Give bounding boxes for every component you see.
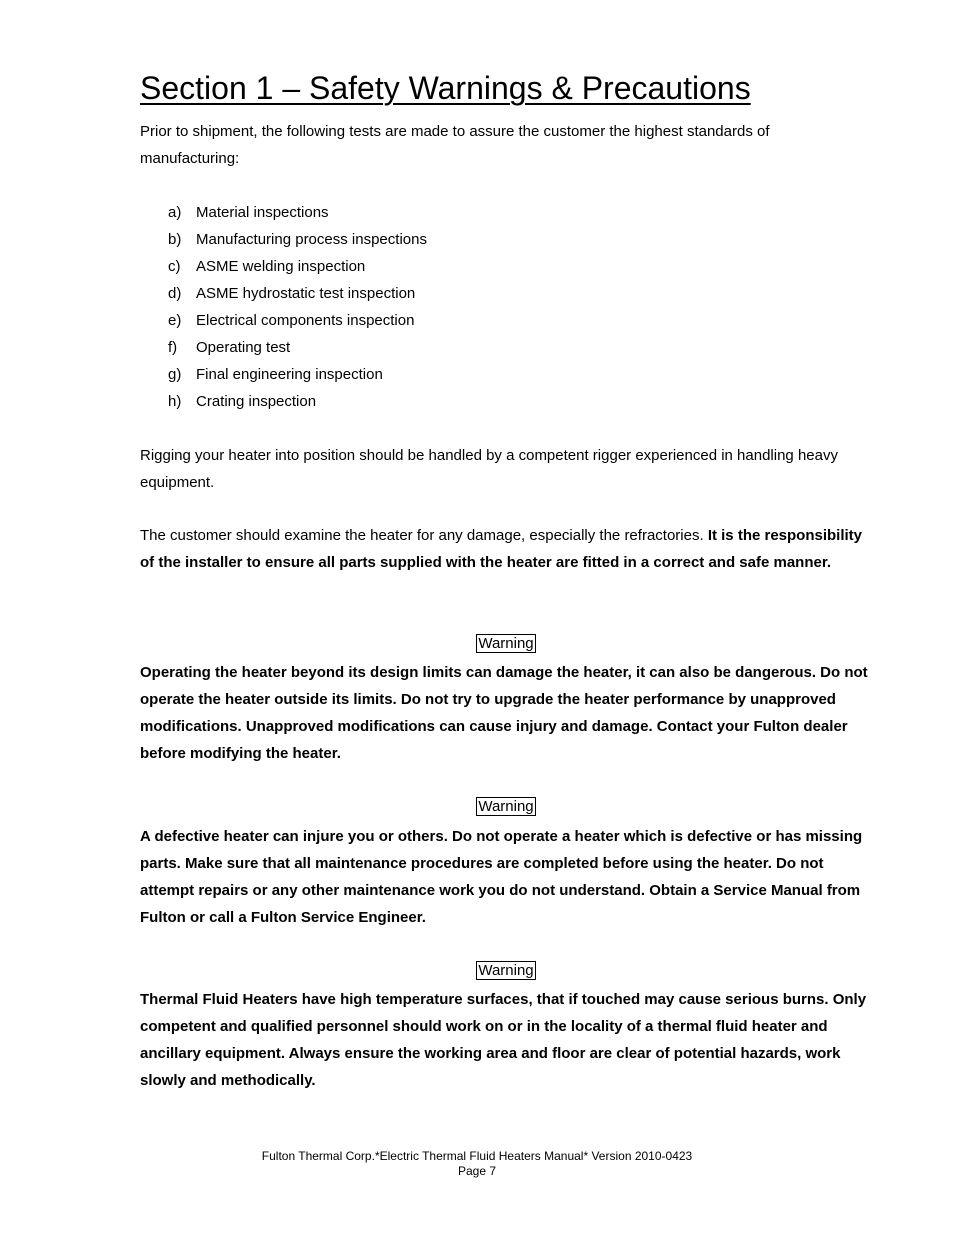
warning-label [140, 797, 872, 817]
warning-label [140, 634, 872, 654]
list-item-text: ASME welding inspection [196, 258, 366, 275]
warning-label [140, 961, 872, 981]
list-item-text: Material inspections [196, 204, 329, 221]
list-marker: d) [168, 285, 182, 302]
intro-paragraph: Prior to shipment, the following tests are made to assure the customer the highest standards of manufacturing: [140, 123, 770, 167]
list-item [168, 361, 427, 388]
list-item-text: ASME hydrostatic test inspection [196, 285, 416, 302]
warning-label-text: Warning [478, 798, 534, 815]
list-item [168, 199, 427, 226]
list-item-text: Crating inspection [196, 393, 317, 410]
list-item [168, 307, 427, 334]
warning-label-text: Warning [478, 635, 534, 652]
warning-label-text: Warning [478, 962, 534, 979]
warning-design-limits-text: Operating the heater beyond its design limits can damage the heater, it can also be dangerous. Do not operate the heater outside its limits. Do not try to upgrade the heater performance by unapproved modifications. Unapproved modifications can cause injury and damage. Contact your Fulton dealer before modifying the heater. [140, 664, 868, 762]
list-marker: c) [168, 258, 181, 275]
customer-text: The customer should examine the heater for any damage, especially the refractories. [140, 527, 704, 544]
list-item-text: Final engineering inspection [196, 366, 383, 383]
list-marker: f) [168, 339, 178, 356]
list-marker: g) [168, 366, 182, 383]
section-title: Section 1 – Safety Warnings & Precautions [140, 70, 751, 106]
list-item-text: Manufacturing process inspections [196, 231, 427, 248]
installer-responsibility-text: It is the responsibility of the installer to ensure all parts supplied with the heater are fitted in a correct and safe manner. [140, 527, 863, 571]
warning-defective-heater-text: A defective heater can injure you or others. Do not operate a heater which is defective or has missing parts. Make sure that all maintenance procedures are completed before using the heater. Do not attempt repairs or any other maintenance work you do not understand. Obtain a Service Manual from Fulton or call a Fulton Service Engineer. [140, 828, 863, 926]
list-marker: b) [168, 231, 182, 248]
list-item-text: Electrical components inspection [196, 312, 415, 329]
footer-page-number: Page 7 [457, 1164, 497, 1178]
customer-paragraph [140, 522, 872, 576]
list-item [168, 388, 427, 415]
footer-manual-title: Fulton Thermal Corp.*Electric Thermal Fluid Heaters Manual* Version 2010-0423 [261, 1149, 693, 1163]
list-item [168, 280, 427, 307]
warning-hot-surfaces-text: Thermal Fluid Heaters have high temperature surfaces, that if touched may cause serious burns. Only competent and qualified personnel should work on or in the locality of a thermal fluid heater and ancillary equipment. Always ensure the working area and floor are clear of potential hazards, work slowly and methodically. [140, 991, 867, 1089]
list-item [168, 226, 427, 253]
rigging-paragraph: Rigging your heater into position should be handled by a competent rigger experienced in handling heavy equipment. [140, 447, 838, 491]
inspection-list [168, 199, 427, 415]
list-item-text: Operating test [196, 339, 291, 356]
list-item [168, 334, 427, 361]
list-marker: h) [168, 393, 182, 410]
list-marker: a) [168, 204, 182, 221]
list-marker: e) [168, 312, 182, 329]
list-item [168, 253, 427, 280]
page-footer [0, 1149, 954, 1179]
